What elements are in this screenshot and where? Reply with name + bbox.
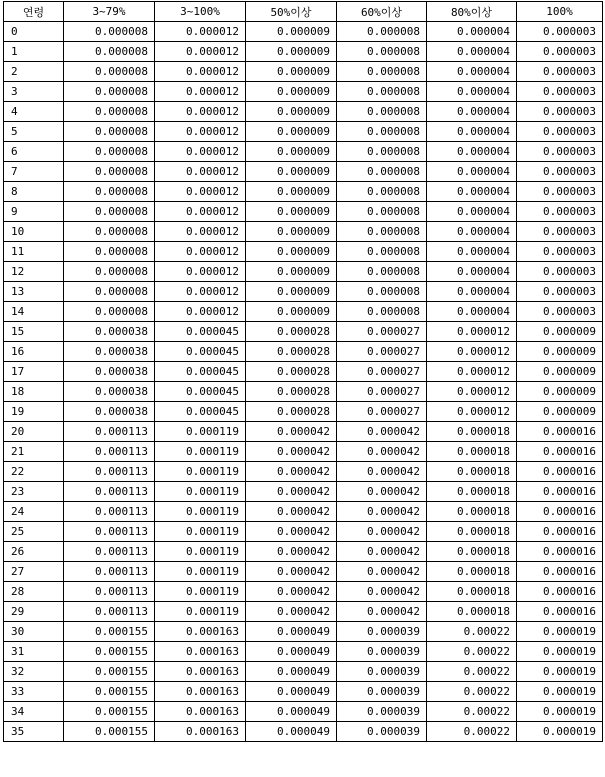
rate-cell: 0.000016 bbox=[517, 502, 603, 522]
rate-cell: 0.000003 bbox=[517, 262, 603, 282]
rate-cell: 0.000113 bbox=[64, 602, 155, 622]
rate-cell: 0.000119 bbox=[155, 462, 246, 482]
rate-cell: 0.000012 bbox=[427, 382, 517, 402]
rate-cell: 0.000009 bbox=[517, 342, 603, 362]
rate-cell: 0.000003 bbox=[517, 162, 603, 182]
rate-cell: 0.000012 bbox=[427, 322, 517, 342]
rate-cell: 0.000027 bbox=[337, 342, 427, 362]
rate-cell: 0.000113 bbox=[64, 462, 155, 482]
rate-cell: 0.000008 bbox=[64, 102, 155, 122]
header-3-79: 3~79% bbox=[64, 2, 155, 22]
rate-cell: 0.000016 bbox=[517, 542, 603, 562]
rate-cell: 0.000008 bbox=[64, 262, 155, 282]
rate-cell: 0.000008 bbox=[64, 62, 155, 82]
rate-cell: 0.000038 bbox=[64, 382, 155, 402]
rate-cell: 0.000019 bbox=[517, 702, 603, 722]
rate-cell: 0.000009 bbox=[246, 242, 337, 262]
rate-cell: 0.000018 bbox=[427, 462, 517, 482]
rate-cell: 0.000012 bbox=[155, 42, 246, 62]
table-row bbox=[4, 662, 603, 682]
rate-cell: 0.000009 bbox=[246, 22, 337, 42]
age-cell: 16 bbox=[4, 342, 64, 362]
rate-cell: 0.000155 bbox=[64, 642, 155, 662]
rate-cell: 0.000008 bbox=[337, 302, 427, 322]
rate-cell: 0.000012 bbox=[155, 142, 246, 162]
rate-cell: 0.000004 bbox=[427, 162, 517, 182]
rate-cell: 0.000039 bbox=[337, 682, 427, 702]
table-row bbox=[4, 102, 603, 122]
table-row bbox=[4, 702, 603, 722]
rate-cell: 0.000016 bbox=[517, 582, 603, 602]
age-cell: 28 bbox=[4, 582, 64, 602]
rate-cell: 0.000163 bbox=[155, 722, 246, 742]
header-50-plus: 50%이상 bbox=[246, 2, 337, 22]
age-cell: 30 bbox=[4, 622, 64, 642]
rate-cell: 0.000009 bbox=[517, 402, 603, 422]
rate-cell: 0.000042 bbox=[246, 582, 337, 602]
rate-cell: 0.000008 bbox=[64, 202, 155, 222]
rate-cell: 0.000042 bbox=[246, 462, 337, 482]
rate-cell: 0.000045 bbox=[155, 362, 246, 382]
age-cell: 26 bbox=[4, 542, 64, 562]
table-row bbox=[4, 722, 603, 742]
age-cell: 19 bbox=[4, 402, 64, 422]
rate-cell: 0.000045 bbox=[155, 322, 246, 342]
rate-cell: 0.000027 bbox=[337, 402, 427, 422]
age-cell: 3 bbox=[4, 82, 64, 102]
rate-cell: 0.000008 bbox=[337, 202, 427, 222]
rate-cell: 0.000042 bbox=[246, 602, 337, 622]
age-cell: 13 bbox=[4, 282, 64, 302]
rate-cell: 0.000113 bbox=[64, 562, 155, 582]
rate-cell: 0.000155 bbox=[64, 682, 155, 702]
rate-cell: 0.000042 bbox=[337, 602, 427, 622]
rate-cell: 0.000008 bbox=[337, 122, 427, 142]
rate-cell: 0.000038 bbox=[64, 342, 155, 362]
age-cell: 22 bbox=[4, 462, 64, 482]
header-3-100: 3~100% bbox=[155, 2, 246, 22]
rate-cell: 0.000009 bbox=[246, 222, 337, 242]
rate-cell: 0.000038 bbox=[64, 402, 155, 422]
rate-cell: 0.000003 bbox=[517, 242, 603, 262]
rate-cell: 0.000008 bbox=[337, 222, 427, 242]
table-row bbox=[4, 462, 603, 482]
rate-cell: 0.000008 bbox=[64, 182, 155, 202]
rate-cell: 0.000012 bbox=[155, 282, 246, 302]
rate-cell: 0.000008 bbox=[337, 162, 427, 182]
table-row bbox=[4, 142, 603, 162]
rate-cell: 0.000042 bbox=[337, 462, 427, 482]
rate-cell: 0.000004 bbox=[427, 222, 517, 242]
rate-cell: 0.000019 bbox=[517, 682, 603, 702]
rate-cell: 0.000049 bbox=[246, 722, 337, 742]
rate-cell: 0.000028 bbox=[246, 362, 337, 382]
rate-cell: 0.000119 bbox=[155, 502, 246, 522]
header-80-plus: 80%이상 bbox=[427, 2, 517, 22]
rate-cell: 0.000019 bbox=[517, 642, 603, 662]
rate-cell: 0.000042 bbox=[246, 522, 337, 542]
rate-cell: 0.000018 bbox=[427, 522, 517, 542]
table-row bbox=[4, 562, 603, 582]
age-cell: 29 bbox=[4, 602, 64, 622]
rate-cell: 0.000155 bbox=[64, 662, 155, 682]
rate-cell: 0.000012 bbox=[155, 222, 246, 242]
rate-cell: 0.000009 bbox=[246, 142, 337, 162]
rate-cell: 0.000003 bbox=[517, 202, 603, 222]
rate-cell: 0.000004 bbox=[427, 302, 517, 322]
rate-cell: 0.000003 bbox=[517, 182, 603, 202]
rate-cell: 0.000012 bbox=[155, 62, 246, 82]
rate-cell: 0.000004 bbox=[427, 242, 517, 262]
age-cell: 33 bbox=[4, 682, 64, 702]
rate-cell: 0.000003 bbox=[517, 42, 603, 62]
rate-cell: 0.000003 bbox=[517, 142, 603, 162]
rate-cell: 0.000009 bbox=[246, 62, 337, 82]
rate-cell: 0.000008 bbox=[64, 222, 155, 242]
age-cell: 18 bbox=[4, 382, 64, 402]
rate-cell: 0.000049 bbox=[246, 702, 337, 722]
rate-cell: 0.000155 bbox=[64, 722, 155, 742]
rate-cell: 0.000113 bbox=[64, 442, 155, 462]
table-row bbox=[4, 342, 603, 362]
rate-cell: 0.000042 bbox=[337, 502, 427, 522]
table-row bbox=[4, 122, 603, 142]
table-row bbox=[4, 322, 603, 342]
rate-cell: 0.000042 bbox=[337, 582, 427, 602]
rate-cell: 0.000042 bbox=[337, 562, 427, 582]
table-row bbox=[4, 302, 603, 322]
rate-cell: 0.000018 bbox=[427, 422, 517, 442]
header-age: 연령 bbox=[4, 2, 64, 22]
rate-cell: 0.000113 bbox=[64, 582, 155, 602]
rate-cell: 0.000012 bbox=[155, 262, 246, 282]
rate-cell: 0.000008 bbox=[64, 142, 155, 162]
rate-cell: 0.000163 bbox=[155, 642, 246, 662]
age-cell: 14 bbox=[4, 302, 64, 322]
rate-cell: 0.000008 bbox=[337, 42, 427, 62]
rate-cell: 0.000049 bbox=[246, 662, 337, 682]
table-row bbox=[4, 62, 603, 82]
rate-cell: 0.000018 bbox=[427, 542, 517, 562]
rate-cell: 0.000039 bbox=[337, 722, 427, 742]
rate-cell: 0.000012 bbox=[155, 22, 246, 42]
rate-cell: 0.000009 bbox=[246, 202, 337, 222]
age-cell: 17 bbox=[4, 362, 64, 382]
rate-cell: 0.000042 bbox=[246, 562, 337, 582]
rate-cell: 0.000008 bbox=[64, 82, 155, 102]
rate-cell: 0.000018 bbox=[427, 442, 517, 462]
rate-cell: 0.000049 bbox=[246, 622, 337, 642]
rate-cell: 0.000119 bbox=[155, 602, 246, 622]
rate-cell: 0.000009 bbox=[246, 182, 337, 202]
table-row bbox=[4, 262, 603, 282]
table-row bbox=[4, 442, 603, 462]
age-cell: 1 bbox=[4, 42, 64, 62]
table-row bbox=[4, 362, 603, 382]
table-row bbox=[4, 502, 603, 522]
rate-cell: 0.000008 bbox=[337, 102, 427, 122]
rate-cell: 0.000019 bbox=[517, 722, 603, 742]
rate-cell: 0.000016 bbox=[517, 422, 603, 442]
rate-cell: 0.000016 bbox=[517, 602, 603, 622]
rate-cell: 0.000008 bbox=[337, 242, 427, 262]
age-cell: 12 bbox=[4, 262, 64, 282]
table-row bbox=[4, 282, 603, 302]
rate-cell: 0.000009 bbox=[517, 362, 603, 382]
age-cell: 20 bbox=[4, 422, 64, 442]
rate-cell: 0.000003 bbox=[517, 102, 603, 122]
rate-cell: 0.000042 bbox=[246, 482, 337, 502]
rate-cell: 0.00022 bbox=[427, 642, 517, 662]
rate-cell: 0.000163 bbox=[155, 682, 246, 702]
rate-cell: 0.000113 bbox=[64, 422, 155, 442]
rate-cell: 0.000018 bbox=[427, 502, 517, 522]
age-cell: 31 bbox=[4, 642, 64, 662]
age-cell: 0 bbox=[4, 22, 64, 42]
rate-cell: 0.00022 bbox=[427, 702, 517, 722]
rate-cell: 0.000018 bbox=[427, 562, 517, 582]
header-60-plus: 60%이상 bbox=[337, 2, 427, 22]
rate-cell: 0.000163 bbox=[155, 702, 246, 722]
rate-cell: 0.000018 bbox=[427, 582, 517, 602]
rate-cell: 0.000008 bbox=[64, 162, 155, 182]
rate-cell: 0.000003 bbox=[517, 82, 603, 102]
rate-cell: 0.000012 bbox=[155, 122, 246, 142]
rate-cell: 0.000155 bbox=[64, 622, 155, 642]
rate-cell: 0.000008 bbox=[64, 282, 155, 302]
rate-cell: 0.000008 bbox=[337, 262, 427, 282]
rate-cell: 0.000003 bbox=[517, 22, 603, 42]
rate-cell: 0.000004 bbox=[427, 122, 517, 142]
rate-cell: 0.000155 bbox=[64, 702, 155, 722]
rate-cell: 0.000045 bbox=[155, 402, 246, 422]
age-cell: 35 bbox=[4, 722, 64, 742]
table-row bbox=[4, 402, 603, 422]
rate-cell: 0.000012 bbox=[155, 182, 246, 202]
rate-cell: 0.000009 bbox=[246, 82, 337, 102]
age-cell: 4 bbox=[4, 102, 64, 122]
rate-cell: 0.000019 bbox=[517, 662, 603, 682]
rate-cell: 0.000008 bbox=[337, 182, 427, 202]
rate-cell: 0.000119 bbox=[155, 542, 246, 562]
rate-cell: 0.00022 bbox=[427, 682, 517, 702]
rate-cell: 0.000008 bbox=[64, 302, 155, 322]
age-cell: 8 bbox=[4, 182, 64, 202]
rate-cell: 0.000038 bbox=[64, 362, 155, 382]
rate-cell: 0.000008 bbox=[337, 142, 427, 162]
rate-cell: 0.00022 bbox=[427, 622, 517, 642]
table-row bbox=[4, 22, 603, 42]
age-cell: 34 bbox=[4, 702, 64, 722]
rate-cell: 0.000042 bbox=[246, 502, 337, 522]
rate-cell: 0.000042 bbox=[337, 482, 427, 502]
rate-cell: 0.000008 bbox=[337, 82, 427, 102]
age-cell: 10 bbox=[4, 222, 64, 242]
rate-cell: 0.000003 bbox=[517, 222, 603, 242]
rate-cell: 0.000045 bbox=[155, 382, 246, 402]
rate-cell: 0.000009 bbox=[246, 162, 337, 182]
age-cell: 23 bbox=[4, 482, 64, 502]
rate-cell: 0.000008 bbox=[337, 62, 427, 82]
rate-cell: 0.000016 bbox=[517, 442, 603, 462]
table-row bbox=[4, 622, 603, 642]
rate-cell: 0.000027 bbox=[337, 362, 427, 382]
rate-cell: 0.000003 bbox=[517, 282, 603, 302]
rate-cell: 0.000042 bbox=[337, 522, 427, 542]
rate-cell: 0.000113 bbox=[64, 542, 155, 562]
rate-cell: 0.000028 bbox=[246, 402, 337, 422]
rate-cell: 0.000039 bbox=[337, 702, 427, 722]
table-row bbox=[4, 542, 603, 562]
rate-cell: 0.000003 bbox=[517, 302, 603, 322]
age-cell: 7 bbox=[4, 162, 64, 182]
rate-cell: 0.000119 bbox=[155, 422, 246, 442]
table-body bbox=[4, 22, 603, 742]
rate-cell: 0.000113 bbox=[64, 522, 155, 542]
rate-cell: 0.000119 bbox=[155, 582, 246, 602]
rate-cell: 0.000012 bbox=[155, 242, 246, 262]
rate-cell: 0.000019 bbox=[517, 622, 603, 642]
rate-cell: 0.000004 bbox=[427, 202, 517, 222]
rate-cell: 0.000119 bbox=[155, 522, 246, 542]
rate-cell: 0.000018 bbox=[427, 602, 517, 622]
rate-cell: 0.000042 bbox=[246, 542, 337, 562]
rate-cell: 0.000009 bbox=[246, 302, 337, 322]
age-cell: 2 bbox=[4, 62, 64, 82]
table-row bbox=[4, 82, 603, 102]
rate-cell: 0.000009 bbox=[246, 102, 337, 122]
table-row bbox=[4, 482, 603, 502]
age-cell: 21 bbox=[4, 442, 64, 462]
rate-cell: 0.000004 bbox=[427, 142, 517, 162]
rate-cell: 0.000119 bbox=[155, 482, 246, 502]
rate-cell: 0.000027 bbox=[337, 382, 427, 402]
age-cell: 9 bbox=[4, 202, 64, 222]
rate-cell: 0.000003 bbox=[517, 62, 603, 82]
rate-cell: 0.000004 bbox=[427, 182, 517, 202]
rate-cell: 0.000028 bbox=[246, 382, 337, 402]
rate-cell: 0.000039 bbox=[337, 642, 427, 662]
table-row bbox=[4, 602, 603, 622]
rate-cell: 0.000009 bbox=[517, 382, 603, 402]
age-cell: 11 bbox=[4, 242, 64, 262]
rate-cell: 0.000028 bbox=[246, 342, 337, 362]
rate-cell: 0.000027 bbox=[337, 322, 427, 342]
rate-cell: 0.000009 bbox=[246, 122, 337, 142]
rate-cell: 0.000042 bbox=[246, 442, 337, 462]
rate-cell: 0.000012 bbox=[427, 342, 517, 362]
rate-cell: 0.000042 bbox=[246, 422, 337, 442]
rate-cell: 0.000004 bbox=[427, 282, 517, 302]
table-row bbox=[4, 582, 603, 602]
table-row bbox=[4, 42, 603, 62]
rate-cell: 0.000004 bbox=[427, 262, 517, 282]
rate-cell: 0.000009 bbox=[246, 282, 337, 302]
rate-cell: 0.000016 bbox=[517, 562, 603, 582]
rate-cell: 0.000012 bbox=[155, 302, 246, 322]
rate-cell: 0.000012 bbox=[427, 362, 517, 382]
rate-cell: 0.000042 bbox=[337, 422, 427, 442]
table-row bbox=[4, 382, 603, 402]
rate-table bbox=[3, 1, 603, 742]
rate-cell: 0.00022 bbox=[427, 722, 517, 742]
rate-cell: 0.000008 bbox=[337, 282, 427, 302]
rate-cell: 0.000004 bbox=[427, 102, 517, 122]
age-cell: 25 bbox=[4, 522, 64, 542]
rate-cell: 0.000004 bbox=[427, 82, 517, 102]
rate-cell: 0.000009 bbox=[246, 262, 337, 282]
rate-cell: 0.000016 bbox=[517, 522, 603, 542]
rate-cell: 0.000004 bbox=[427, 22, 517, 42]
rate-cell: 0.000039 bbox=[337, 662, 427, 682]
rate-cell: 0.000042 bbox=[337, 542, 427, 562]
rate-cell: 0.000163 bbox=[155, 622, 246, 642]
rate-table-container bbox=[3, 1, 603, 742]
rate-cell: 0.000049 bbox=[246, 642, 337, 662]
rate-cell: 0.000045 bbox=[155, 342, 246, 362]
table-row bbox=[4, 642, 603, 662]
rate-cell: 0.000113 bbox=[64, 482, 155, 502]
rate-cell: 0.000049 bbox=[246, 682, 337, 702]
rate-cell: 0.000163 bbox=[155, 662, 246, 682]
rate-cell: 0.000004 bbox=[427, 42, 517, 62]
age-cell: 24 bbox=[4, 502, 64, 522]
header-100: 100% bbox=[517, 2, 603, 22]
rate-cell: 0.000018 bbox=[427, 482, 517, 502]
age-cell: 15 bbox=[4, 322, 64, 342]
rate-cell: 0.000038 bbox=[64, 322, 155, 342]
rate-cell: 0.00022 bbox=[427, 662, 517, 682]
rate-cell: 0.000004 bbox=[427, 62, 517, 82]
rate-cell: 0.000003 bbox=[517, 122, 603, 142]
rate-cell: 0.000008 bbox=[64, 42, 155, 62]
rate-cell: 0.000039 bbox=[337, 622, 427, 642]
rate-cell: 0.000113 bbox=[64, 502, 155, 522]
rate-cell: 0.000012 bbox=[427, 402, 517, 422]
table-row bbox=[4, 422, 603, 442]
age-cell: 32 bbox=[4, 662, 64, 682]
table-row bbox=[4, 222, 603, 242]
age-cell: 27 bbox=[4, 562, 64, 582]
table-row bbox=[4, 522, 603, 542]
rate-cell: 0.000009 bbox=[517, 322, 603, 342]
rate-cell: 0.000016 bbox=[517, 482, 603, 502]
rate-cell: 0.000028 bbox=[246, 322, 337, 342]
rate-cell: 0.000009 bbox=[246, 42, 337, 62]
table-row bbox=[4, 242, 603, 262]
age-cell: 5 bbox=[4, 122, 64, 142]
rate-cell: 0.000012 bbox=[155, 202, 246, 222]
rate-cell: 0.000008 bbox=[64, 122, 155, 142]
rate-cell: 0.000008 bbox=[64, 242, 155, 262]
header-row bbox=[4, 2, 603, 22]
table-row bbox=[4, 202, 603, 222]
rate-cell: 0.000012 bbox=[155, 82, 246, 102]
rate-cell: 0.000012 bbox=[155, 102, 246, 122]
table-row bbox=[4, 162, 603, 182]
rate-cell: 0.000119 bbox=[155, 442, 246, 462]
rate-cell: 0.000042 bbox=[337, 442, 427, 462]
rate-cell: 0.000012 bbox=[155, 162, 246, 182]
rate-cell: 0.000008 bbox=[337, 22, 427, 42]
rate-cell: 0.000119 bbox=[155, 562, 246, 582]
table-row bbox=[4, 182, 603, 202]
table-row bbox=[4, 682, 603, 702]
rate-cell: 0.000008 bbox=[64, 22, 155, 42]
rate-cell: 0.000016 bbox=[517, 462, 603, 482]
age-cell: 6 bbox=[4, 142, 64, 162]
